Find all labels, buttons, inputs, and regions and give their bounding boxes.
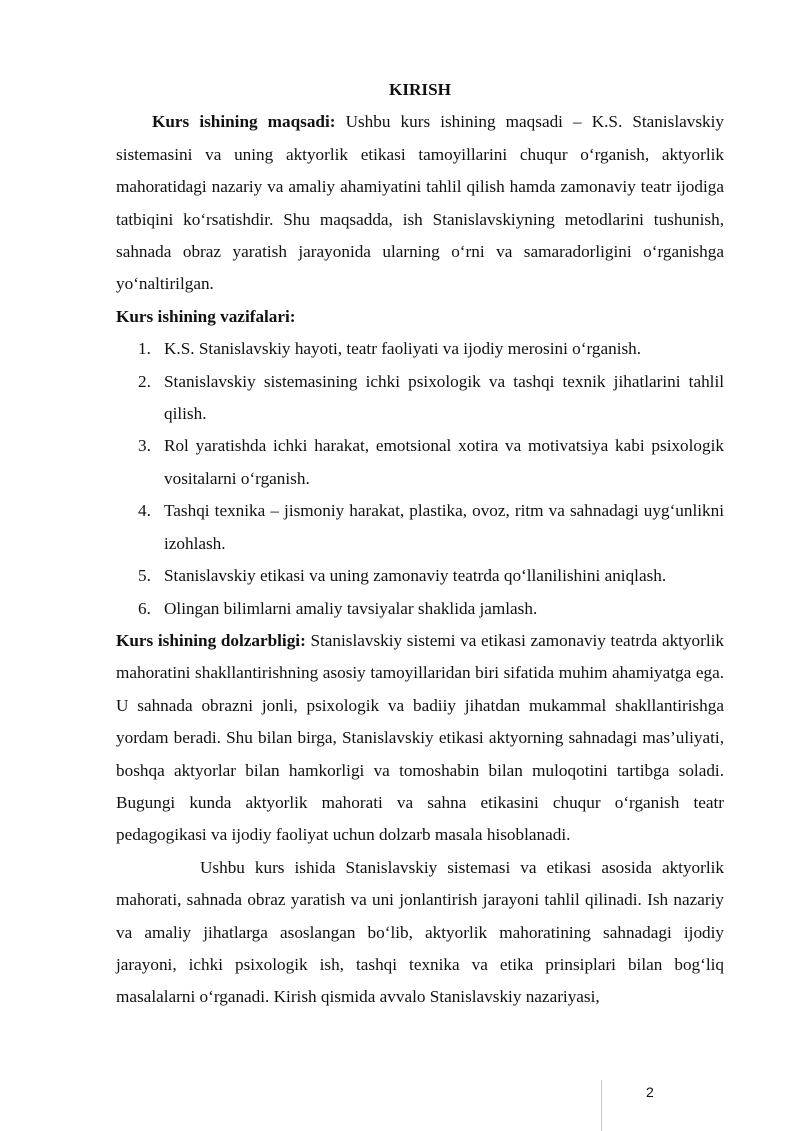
list-item-text: Rol yaratishda ichki harakat, emotsional xotira va motivatsiya kabi psixologik vositalarni o‘rganish. xyxy=(164,436,724,488)
page-number-divider xyxy=(601,1080,602,1131)
list-item-text: Olingan bilimlarni amaliy tavsiyalar shaklida jamlash. xyxy=(164,598,538,618)
list-item-text: Stanislavskiy etikasi va uning zamonaviy teatrda qo‘llanilishini aniqlash. xyxy=(164,566,667,586)
tasks-heading: Kurs ishining vazifalari: xyxy=(116,306,296,326)
list-item xyxy=(116,430,724,495)
relevance-text: Stanislavskiy sistemi va etikasi zamonaviy teatrda aktyorlik mahoratini shakllantirishning asosiy tamoyillaridan biri sifatida muhim ahamiyatga ega. U sahnada obrazni jonli, psixologik va badiiy jihatdan mukammal shakllantirishga yordam beradi. Shu bilan birga, Stanislavskiy etikasi aktyorning sahnadagi mas’uliyati, boshqa aktyorlar bilan hamkorligi va tomoshabin bilan muloqotini tartibga soladi. Bugungi kunda aktyorlik mahorati va sahna etikasini chuqur o‘rganish teatr pedagogikasi va ijodiy faoliyat uchun dolzarb masala hisoblanadi. xyxy=(116,630,725,845)
tasks-list xyxy=(116,333,724,625)
goal-label: Kurs ishining maqsadi: xyxy=(152,112,336,132)
page-title: KIRISH xyxy=(388,80,452,99)
list-item xyxy=(116,495,724,560)
list-item-number: 5. xyxy=(138,566,151,586)
relevance-label: Kurs ishining dolzarbligi: xyxy=(116,630,306,650)
list-item-number: 3. xyxy=(138,436,151,456)
list-item-number: 6. xyxy=(138,598,151,618)
list-item-text: Stanislavskiy sistemasining ichki psixologik va tashqi texnik jihatlarini tahlil qilish. xyxy=(164,371,724,424)
list-item xyxy=(116,593,724,625)
goal-paragraph xyxy=(116,106,724,300)
page-body xyxy=(116,74,724,1014)
list-item xyxy=(116,560,724,592)
page-number: 2 xyxy=(646,1084,654,1100)
list-item xyxy=(116,366,724,431)
list-item-number: 2. xyxy=(138,371,151,391)
goal-text: Ushbu kurs ishining maqsadi – K.S. Stanislavskiy sistemasini va uning aktyorlik etikasi tamoyillarini chuqur o‘rganish, aktyorlik mahoratidagi nazariy va amaliy ahamiyatini tahlil qilish hamda zamonaviy teatr ijodiga tatbiqini ko‘rsatishdir. Shu maqsadda, ish Stanislavskiyning metodlarini tushunish, sahnada obraz yaratish jarayonida ularning o‘rni va samaradorligini o‘rganishga yo‘naltirilgan. xyxy=(116,112,724,294)
list-item-number: 4. xyxy=(138,501,151,521)
list-item-text: K.S. Stanislavskiy hayoti, teatr faoliyati va ijodiy merosini o‘rganish. xyxy=(164,339,642,359)
relevance-paragraph xyxy=(116,625,724,852)
closing-paragraph: Ushbu kurs ishida Stanislavskiy sistemasi va etikasi asosida aktyorlik mahorati, sahnada obraz yaratish va uni jonlantirish jarayoni tahlil qilinadi. Ish nazariy va amaliy jihatlarga asoslangan bo‘lib, aktyorlik mahoratining sahnadagi ijodiy jarayoni, ichki psixologik ish, tashqi texnika va etika prinsiplari bilan bog‘liq masalalarni o‘rganadi. Kirish qismida avvalo Stanislavskiy nazariyasi, xyxy=(116,857,724,1007)
list-item xyxy=(116,333,724,365)
list-item-number: 1. xyxy=(138,339,151,359)
list-item-text: Tashqi texnika – jismoniy harakat, plastika, ovoz, ritm va sahnadagi uyg‘unlikni izohlash. xyxy=(164,501,724,553)
